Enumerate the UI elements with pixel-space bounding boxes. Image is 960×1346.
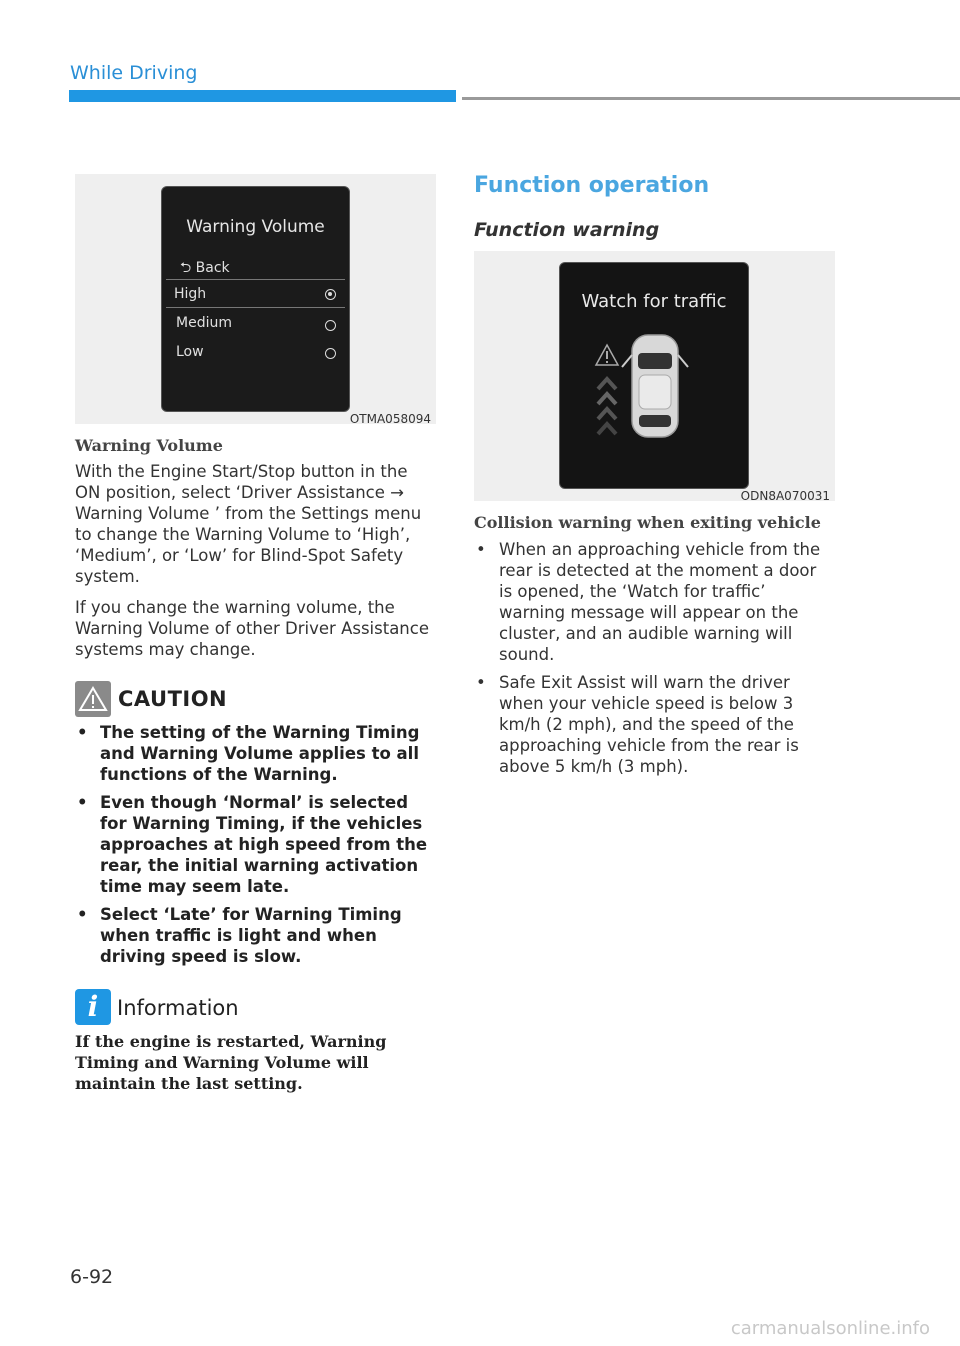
back-arrow-icon: ⮌ bbox=[180, 260, 192, 276]
watermark: carmanualsonline.info bbox=[730, 1318, 930, 1339]
radio-icon bbox=[325, 320, 336, 331]
collision-warning-heading: Collision warning when exiting vehicle bbox=[474, 513, 821, 532]
information-label: Information bbox=[117, 996, 239, 1020]
screen-message: Watch for traffic bbox=[581, 291, 727, 312]
menu-divider bbox=[166, 279, 345, 280]
paragraph: With the Engine Start/Stop button in the ON position, select ‘Driver Assistance → Warning Volume ’ from the Settings menu to change the Warning Volume to ‘High’, ‘Medium’, or ‘Low’ for Blind-Spot Safety system. bbox=[75, 462, 422, 586]
function-operation-heading: Function operation bbox=[474, 173, 710, 198]
figure-code: OTMA058094 bbox=[349, 412, 431, 426]
menu-item-high: High bbox=[174, 286, 207, 302]
menu-item-medium: Medium bbox=[176, 315, 232, 331]
menu-divider bbox=[166, 307, 345, 308]
figure-code: ODN8A070031 bbox=[740, 489, 830, 503]
cluster-screen bbox=[559, 262, 749, 489]
vehicle-warning-graphic bbox=[590, 333, 730, 483]
figure-warning-volume bbox=[75, 174, 436, 424]
radio-selected-icon bbox=[325, 289, 336, 300]
list-item: • The setting of the Warning Timing and Warning Volume applies to all functions of the Warning. bbox=[75, 722, 437, 785]
menu-back bbox=[180, 257, 230, 281]
cluster-screen bbox=[161, 186, 350, 412]
menu-item-low: Low bbox=[176, 344, 204, 360]
radio-icon bbox=[325, 348, 336, 359]
list-item: • Safe Exit Assist will warn the driver when your vehicle speed is below 3 km/h (2 mph), and the speed of the approaching vehicle from the rear is above 5 km/h (3 mph). bbox=[474, 672, 834, 777]
list-item: • Even though ‘Normal’ is selected for Warning Timing, if the vehicles approaches at high speed from the rear, the initial warning activation time may seem late. bbox=[75, 792, 437, 897]
menu-title: Warning Volume bbox=[186, 217, 325, 237]
warning-volume-body bbox=[75, 461, 435, 670]
page-number: 6-92 bbox=[70, 1266, 114, 1288]
back-label: Back bbox=[195, 260, 230, 276]
section-title: While Driving bbox=[70, 62, 198, 84]
collision-warning-list bbox=[474, 539, 834, 784]
caution-list bbox=[75, 722, 437, 974]
figure-watch-for-traffic bbox=[474, 251, 835, 501]
caution-label: CAUTION bbox=[118, 687, 228, 711]
header-bar-blue bbox=[69, 90, 456, 102]
information-text: If the engine is restarted, Warning Timing and Warning Volume will maintain the last setting. bbox=[75, 1032, 387, 1093]
header-bar-gray bbox=[462, 97, 960, 100]
list-item: • When an approaching vehicle from the rear is detected at the moment a door is opened, the ‘Watch for traffic’ warning message will appear on the cluster, and an audible warning will sound. bbox=[474, 539, 834, 665]
function-warning-subheading: Function warning bbox=[474, 219, 660, 241]
caution-icon bbox=[75, 681, 111, 717]
list-item: • Select ‘Late’ for Warning Timing when traffic is light and when driving speed is slow. bbox=[75, 904, 437, 967]
info-icon: i bbox=[75, 989, 111, 1025]
warning-volume-heading: Warning Volume bbox=[75, 436, 223, 455]
paragraph: If you change the warning volume, the Warning Volume of other Driver Assistance systems may change. bbox=[75, 598, 429, 659]
